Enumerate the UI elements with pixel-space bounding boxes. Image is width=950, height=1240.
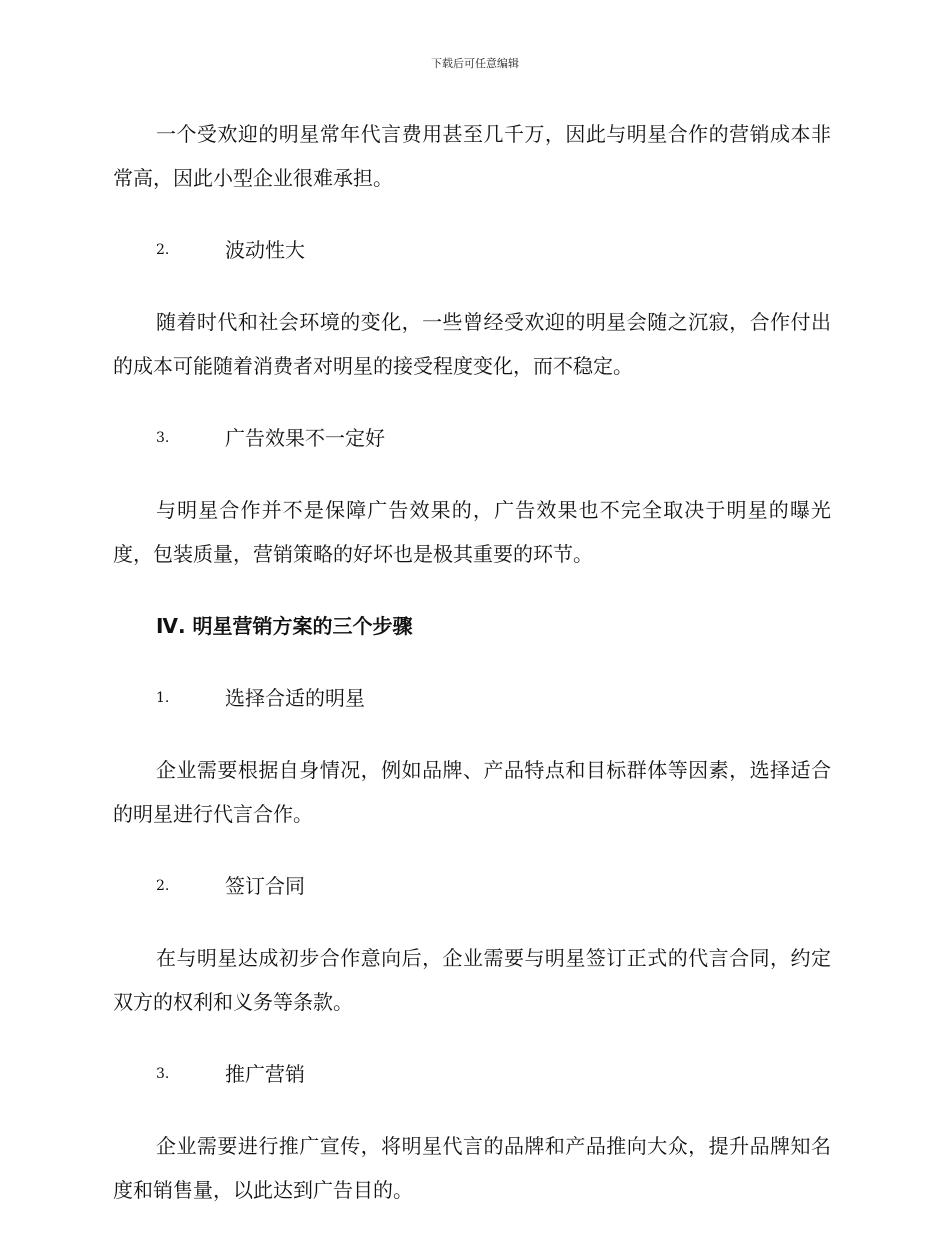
list-item-title: 广告效果不一定好	[225, 426, 385, 450]
step-item-choose-star	[156, 676, 831, 720]
list-item-effect	[156, 416, 831, 460]
list-item-volatility	[156, 228, 831, 272]
step-number: 2.	[156, 878, 170, 894]
step-title: 选择合适的明星	[225, 686, 365, 710]
list-item-number: 3.	[156, 430, 170, 446]
step-number: 3.	[156, 1066, 170, 1082]
step-item-promotion	[156, 1052, 831, 1096]
step-title: 签订合同	[225, 874, 305, 898]
document-body	[113, 112, 831, 1240]
paragraph-contract: 在与明星达成初步合作意向后，企业需要与明星签订正式的代言合同，约定双方的权利和义务等条款。	[113, 946, 831, 1014]
list-item-title: 波动性大	[225, 238, 305, 262]
step-title: 推广营销	[225, 1062, 305, 1086]
section-heading: Ⅳ. 明星营销方案的三个步骤	[156, 614, 413, 638]
step-item-contract	[156, 864, 831, 908]
paragraph-choose-star: 企业需要根据自身情况，例如品牌、产品特点和目标群体等因素，选择适合的明星进行代言合作。	[113, 758, 831, 826]
paragraph-effect: 与明星合作并不是保障广告效果的，广告效果也不完全取决于明星的曝光度，包装质量，营销策略的好坏也是极其重要的环节。	[113, 498, 831, 566]
list-item-number: 2.	[156, 242, 170, 258]
page-header-note: 下载后可任意编辑	[431, 57, 519, 70]
step-number: 1.	[156, 690, 170, 706]
paragraph-promotion: 企业需要进行推广宣传，将明星代言的品牌和产品推向大众，提升品牌知名度和销售量，以此达到广告目的。	[113, 1134, 831, 1202]
paragraph-volatility: 随着时代和社会环境的变化，一些曾经受欢迎的明星会随之沉寂，合作付出的成本可能随着消费者对明星的接受程度变化，而不稳定。	[113, 310, 831, 378]
paragraph-cost: 一个受欢迎的明星常年代言费用甚至几千万，因此与明星合作的营销成本非常高，因此小型企业很难承担。	[113, 122, 831, 190]
